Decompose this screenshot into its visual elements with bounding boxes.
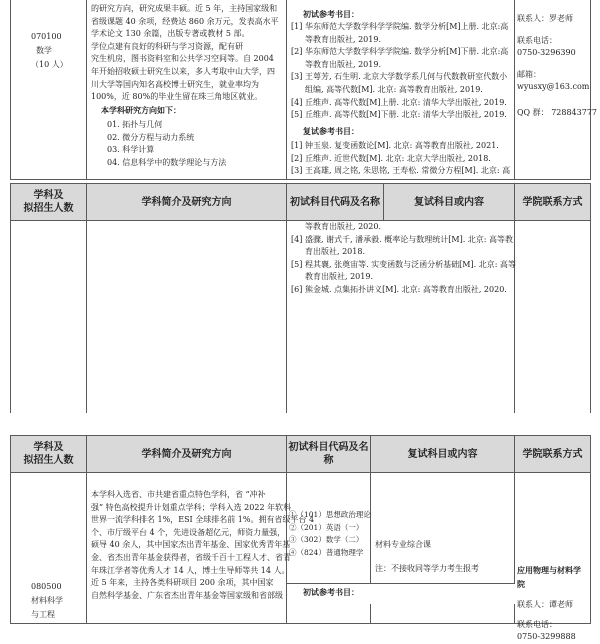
intro-line: 世界一流学科排名 1%，ESI 全球排名前 1%。拥有省级平台 4 (91, 515, 315, 525)
intro-line: 硕导 40 余人，其中国家杰出青年基金、国家优秀青年基 (91, 540, 291, 550)
direction-item: 02. 微分方程与动力系统 (107, 132, 195, 142)
directions-title: 本学科研究方向如下： (101, 106, 181, 115)
reference-text: 王萼芳, 石生明. 北京大学数学系几何与代数教研室代数小 (305, 72, 508, 82)
reference-line (291, 221, 516, 234)
retest-ref-list (291, 140, 510, 178)
reference-number (291, 246, 305, 259)
reference-line (291, 59, 508, 72)
reference-number: [5] (291, 259, 303, 269)
contact-person: 联系人：罗老师 (517, 14, 573, 23)
intro-line: 究生机房，图书资料室和公共学习空间等。自 2004 (91, 54, 274, 64)
contact-phone-2: 0750-3299888 (517, 632, 576, 641)
direction-item: 03. 科学计算 (107, 145, 155, 155)
contact-qq: QQ 群： 728843777 (517, 108, 598, 117)
reference-line (291, 46, 508, 59)
exam-list (289, 509, 371, 559)
contact-person-2: 联系人：谭老师 (517, 600, 573, 609)
retest-ref-continued (291, 221, 516, 297)
math-ref-cut-line (301, 0, 352, 4)
header-subject-2: 学科及 拟招生人数 (11, 436, 87, 473)
reference-text: 丘维声. 高等代数[M]下册. 北京: 清华大学出版社, 2019. (305, 110, 507, 120)
reference-number: [4] (291, 97, 303, 107)
math-name: 数学 (36, 46, 52, 55)
header-intro-2: 学科简介及研究方向 (87, 436, 287, 473)
header-intro: 学科简介及研究方向 (87, 184, 287, 221)
exam-item: ①（101）思想政治理论 (289, 510, 371, 519)
intro-line: 学位点建有良好的科研与学习资源，配有研 (91, 41, 243, 51)
initial-ref-list (291, 21, 508, 122)
reference-text: 等教育出版社, 2019. (305, 34, 381, 44)
reference-text: 等教育出版社, 2020. (305, 222, 381, 231)
materials-intro-cell (87, 473, 315, 624)
reference-line (291, 97, 508, 110)
math-intro-cell (87, 0, 287, 180)
reference-line (291, 246, 516, 259)
intro-line: 省级课题 40 余项，经费达 860 余万元，发表高水平 (91, 16, 279, 26)
reference-number: [5] (291, 110, 303, 120)
reference-text: 等教育出版社, 2019. (305, 59, 381, 69)
materials-code: 080500 (31, 582, 62, 591)
math-references-cell (287, 0, 515, 180)
reference-text: 组编, 高等代数[M]. 北京: 高等教育出版社, 2019. (305, 84, 483, 94)
intro-line: 学术论文 130 余篇，出版专著或教材 5 部。 (91, 29, 250, 39)
reference-number: [3] (291, 72, 303, 82)
math-table (10, 0, 598, 180)
reference-text: 华东师范大学数学科学学院编. 数学分析[M]上册. 北京:高 (305, 22, 509, 31)
materials-name-2: 与工程 (31, 610, 55, 619)
reference-text: 丘维声. 近世代数[M]. 北京: 北京大学出版社, 2018. (305, 153, 491, 163)
college-name-2: 院 (517, 580, 525, 589)
page-gap (0, 413, 600, 435)
retest-note: 注：不接收同等学力考生报考 (375, 564, 479, 573)
materials-ref-title: 初试参考书目： (303, 588, 359, 597)
reference-text: 华东师范大学数学科学学院编. 数学分析[M]下册. 北京:高 (305, 47, 509, 57)
math-contact-cell (515, 0, 598, 180)
reference-text: 熊金城. 点集拓扑讲义[M]. 北京: 高等教育出版社, 2020. (305, 284, 507, 294)
retest-subject: 材料专业综合课 (375, 540, 431, 549)
intro-line: 近 5 年来，主持各类科研项目 200 余项，其中国家 (91, 578, 274, 588)
reference-number (291, 221, 305, 234)
reference-number (291, 34, 305, 47)
initial-ref-title: 初试参考书目： (303, 10, 359, 19)
reference-line (291, 165, 510, 178)
header-retest: 复试科目或内容 (414, 196, 484, 208)
materials-name-1: 材料科学 (31, 596, 63, 605)
intro-line: 本学科入选省、市共建省重点特色学科，省 “冲补 (91, 490, 266, 499)
intro-line: 川大学等国内知名高校博士研究生，就业率均为 (91, 79, 259, 89)
intro-line: 100%，近 80%的毕业生留在珠三角地区就业。 (91, 92, 263, 102)
reference-text: 教育出版社, 2019. (305, 272, 373, 282)
reference-text: 育出版社, 2018. (305, 247, 365, 257)
reference-number (291, 84, 305, 97)
contact-phone: 0750-3296390 (517, 48, 576, 57)
header-retest-2: 复试科目或内容 (371, 436, 515, 473)
intro-line: 年开始招收硕士研究生以来，多人考取中山大学，四 (91, 66, 275, 76)
section-materials (0, 435, 600, 641)
exam-item: ④（824）普通物理学 (289, 547, 364, 557)
directions-list (107, 119, 226, 169)
reference-line (291, 109, 508, 122)
reference-line (291, 234, 516, 247)
math-subject-cell (11, 0, 87, 180)
header-exam: 初试科目代码及名称 (287, 184, 384, 220)
reference-line (291, 153, 510, 166)
intro-line: 强” 特色高校提升计划重点学科；学科入选 2022 年软科 (91, 502, 292, 512)
college-name-1: 应用物理与材料学 (517, 566, 581, 575)
reference-line (291, 140, 510, 153)
header-contact: 学院联系方式 (515, 184, 591, 221)
reference-number: [4] (291, 234, 303, 244)
reference-text: 钟玉泉. 复变函数论[M]. 北京: 高等教育出版社, 2021. (305, 141, 499, 150)
reference-line (291, 84, 508, 97)
math-intro-text (91, 3, 279, 104)
exam-item: ②（201）英语（一） (289, 522, 364, 532)
section-math-continued (0, 183, 600, 413)
header-exam-retest (287, 184, 515, 221)
reference-text: 程其襄, 张奠宙等. 实变函数与泛函分析基础[M]. 北京: 高等 (305, 259, 516, 269)
reference-number (291, 59, 305, 72)
reference-number (291, 271, 305, 284)
math-cont-ref-cell (287, 221, 515, 422)
intro-line: 年珠江学者等优秀人才 14 人，博士生导师等共 14 人。 (91, 565, 290, 575)
materials-intro-text (91, 489, 314, 602)
intro-line: 个、市厅级平台 4 个，先进设备超亿元，师资力量强， (91, 527, 286, 537)
header-exam-2: 初试科目代码及名称 (287, 436, 371, 473)
math-code: 070100 (31, 32, 62, 41)
exam-item: ③（302）数学（二） (289, 535, 364, 545)
reference-line (291, 34, 508, 47)
direction-item: 01. 拓扑与几何 (107, 120, 163, 129)
reference-number: [1] (291, 22, 303, 31)
reference-line (291, 259, 516, 272)
reference-number: [6] (291, 284, 303, 294)
header-contact-2: 学院联系方式 (515, 436, 591, 473)
section-math (0, 0, 600, 180)
header-subject: 学科及 拟招生人数 (11, 184, 87, 221)
retest-ref-title: 复试参考书目： (303, 127, 359, 136)
reference-line (291, 284, 516, 297)
reference-line (291, 71, 508, 84)
reference-number: [1] (291, 141, 303, 150)
reference-line (291, 21, 508, 34)
reference-number: [2] (291, 153, 303, 163)
materials-ref-strip (287, 583, 515, 604)
reference-number: [3] (291, 166, 303, 176)
contact-phone-label: 联系电话： (517, 36, 557, 45)
contact-phone-label-2: 联系电话： (517, 620, 557, 629)
contact-email: wyusxy@163.com (517, 82, 590, 91)
math-quota: （10 人） (31, 60, 68, 69)
reference-text: 王高雄, 周之铭, 朱思铭, 王寿松. 常微分方程[M]. 北京: 高 (305, 166, 511, 176)
materials-contact-cell (515, 473, 591, 641)
intro-line: 金、省杰出青年基金获得者，省级千百十工程人才、省青 (91, 552, 291, 562)
intro-line: 的研究方向，研究成果丰硕。近 5 年，主持国家级和 (91, 4, 278, 13)
reference-line (291, 271, 516, 284)
math-cont-table (10, 183, 591, 422)
reference-number: [2] (291, 47, 303, 57)
intro-line: 自然科学基金、广东省杰出青年基金等国家级和省部级 (91, 590, 283, 600)
reference-text: 盛骤, 谢式千, 潘承毅. 概率论与数理统计[M]. 北京: 高等教 (305, 234, 514, 244)
contact-email-label: 邮箱： (517, 70, 541, 79)
direction-item: 04. 信息科学中的数学理论与方法 (107, 157, 227, 167)
reference-text: 丘维声. 高等代数[M]上册. 北京: 清华大学出版社, 2019. (305, 97, 507, 107)
materials-subject-cell (11, 473, 87, 624)
